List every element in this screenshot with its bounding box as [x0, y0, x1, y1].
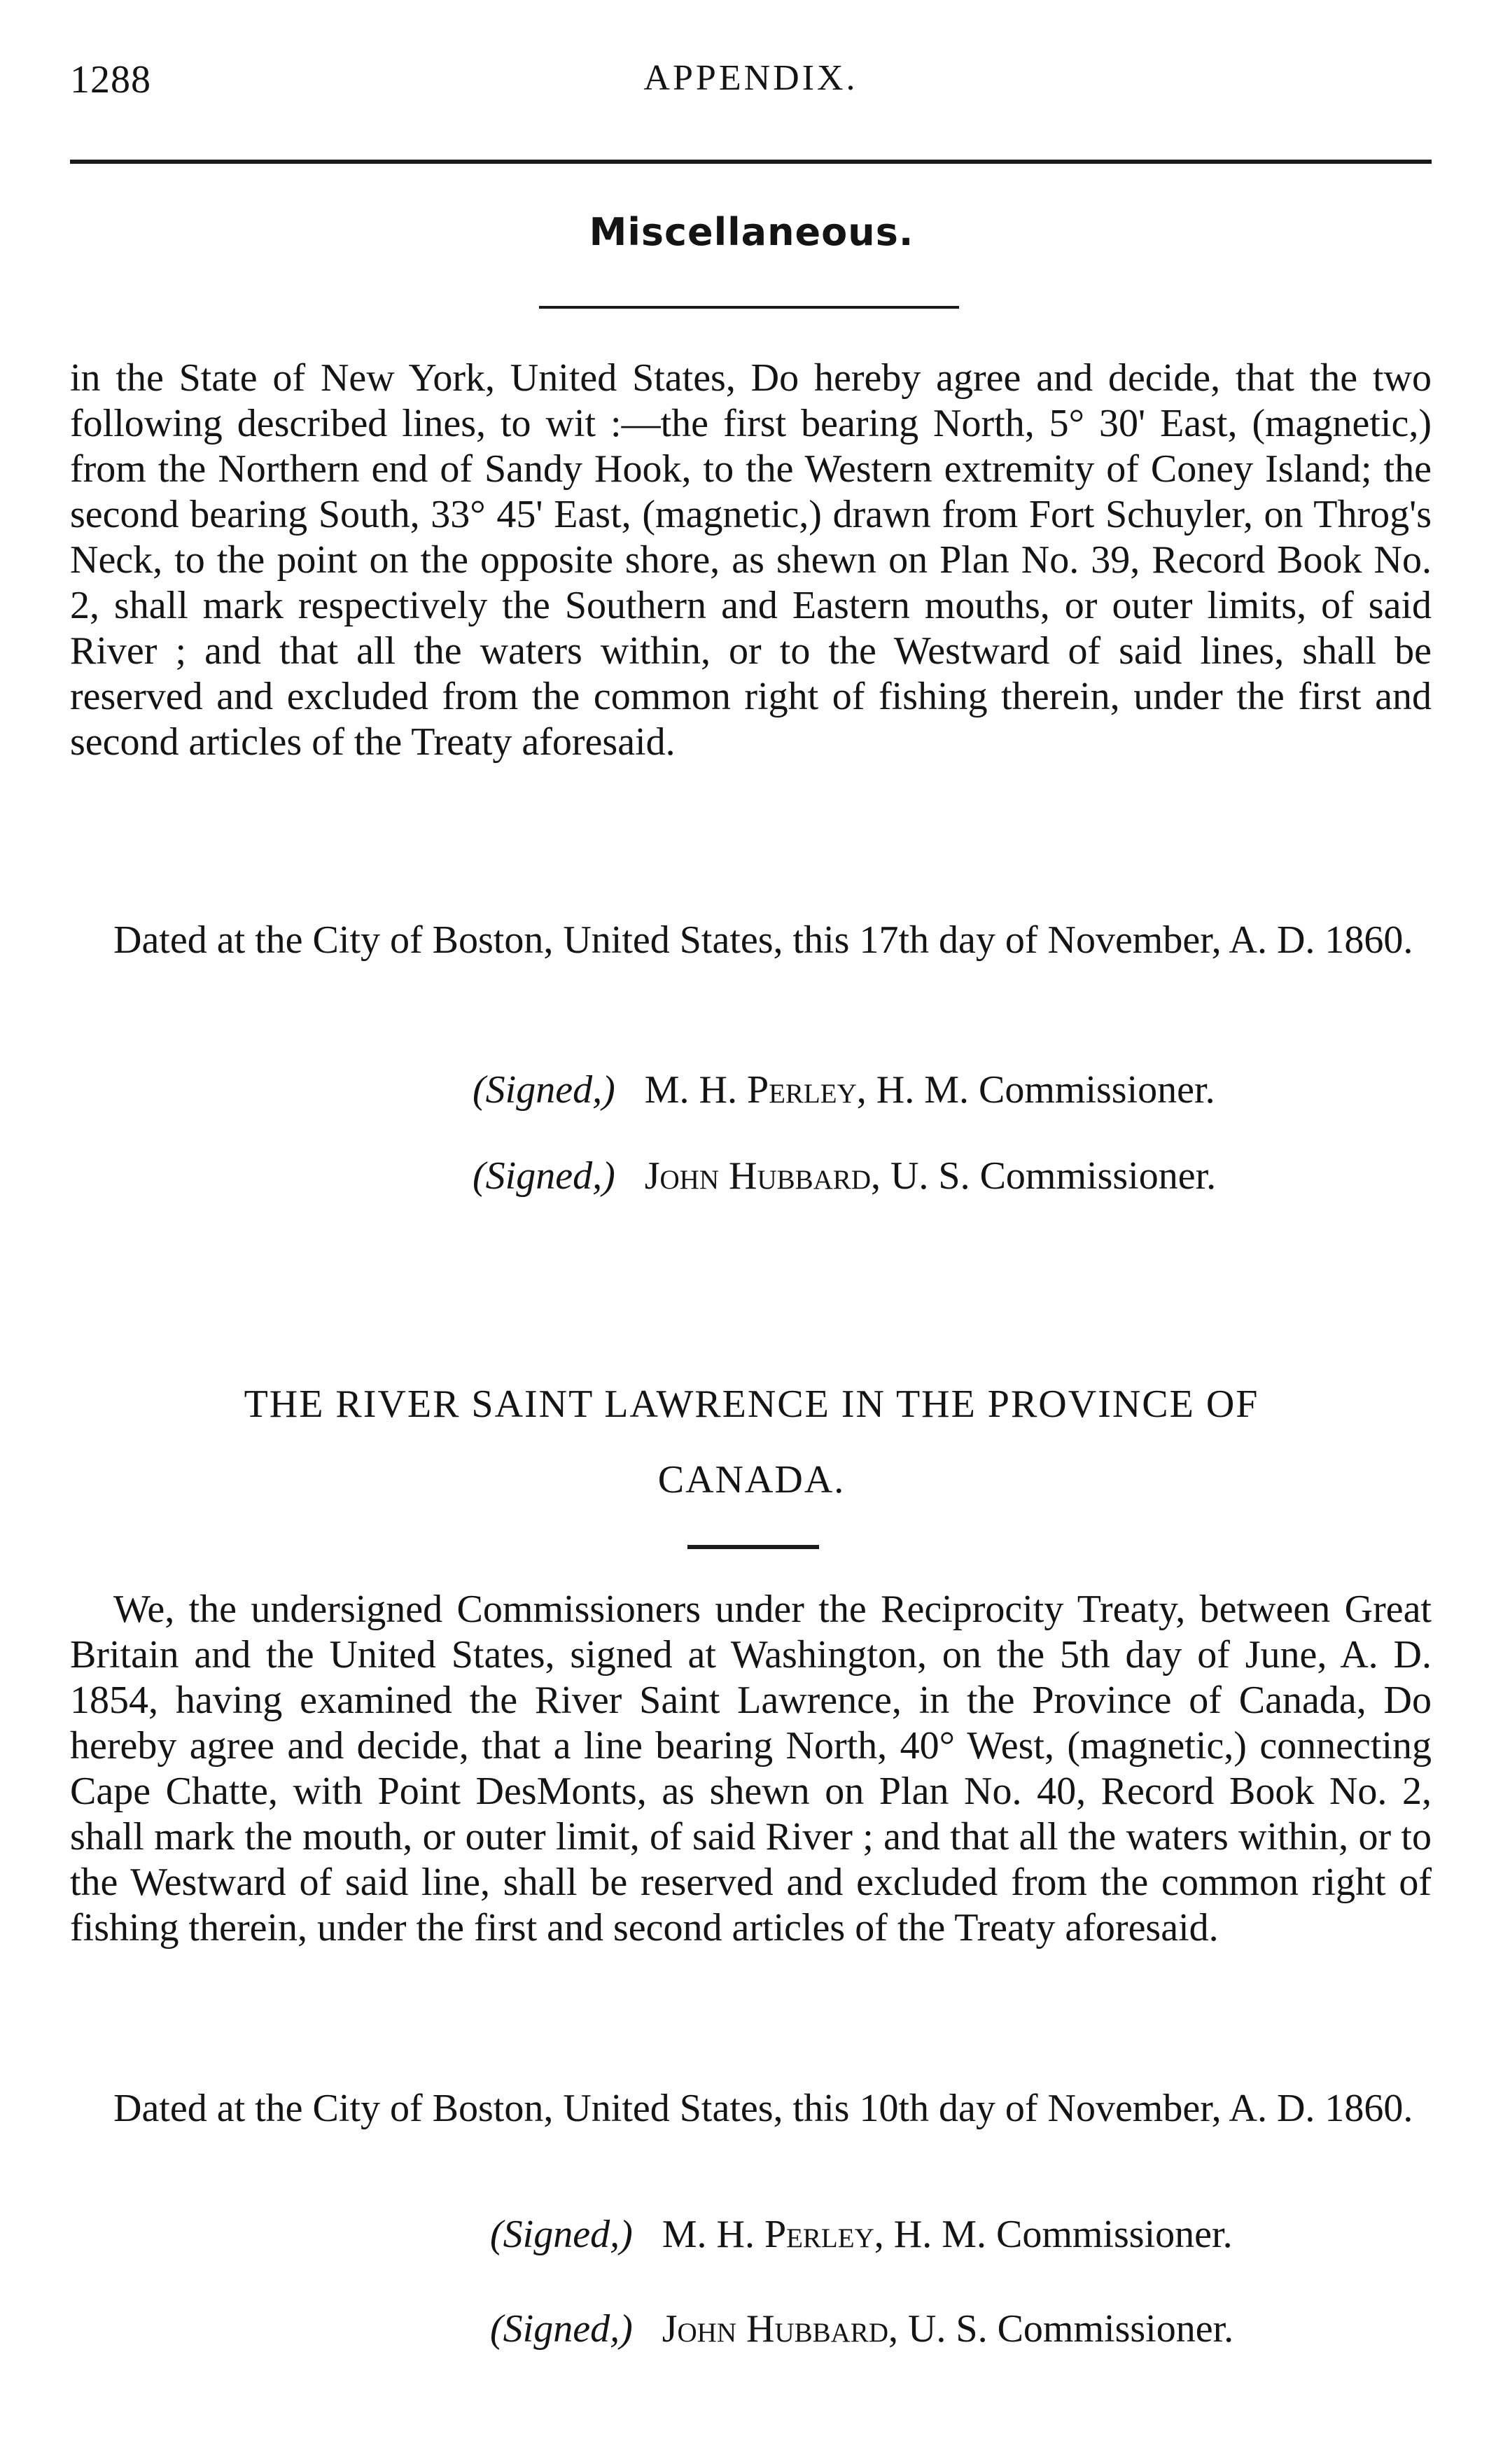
signature-perley-2	[490, 2212, 1233, 2257]
signatory-title: U. S. Commissioner.	[890, 1154, 1217, 1198]
running-head	[70, 57, 1432, 113]
signed-label: (Signed,)	[490, 2307, 633, 2351]
second-paragraph: We, the undersigned Commissioners under the Reciprocity Treaty, between Great Britain and the United States, signed at Washington, on the 5th day of June, A. D. 1854, having examined the River Saint Lawrence, in the Province of Canada, Do hereby agree and decide, that a line bearing North, 40° West, (magnetic,) connecting Cape Chatte, with Point DesMonts, as shewn on Plan No. 40, Record Book No. 2, shall mark the mouth, or outer limit, of said River ; and that all the waters within, or to the Westward of said line, shall be reserved and excluded from the common right of fishing therein, under the first and second articles of the Treaty aforesaid.	[70, 1588, 1432, 1949]
river-heading-line-2: CANADA.	[657, 1458, 846, 1502]
second-dated-line: Dated at the City of Boston, United States, this 10th day of November, A. D. 1860.	[113, 2087, 1413, 2130]
signed-label: (Signed,)	[473, 1068, 615, 1112]
signed-label: (Signed,)	[473, 1154, 615, 1198]
signatory-title: U. S. Commissioner.	[907, 2307, 1234, 2351]
section-title: Miscellaneous.	[589, 210, 914, 254]
signatory-name: John Hubbard,	[644, 1154, 881, 1198]
river-heading-line-1: THE RIVER SAINT LAWRENCE IN THE PROVINCE OF	[244, 1382, 1259, 1426]
first-dated-line: Dated at the City of Boston, United States, this 17th day of November, A. D. 1860.	[113, 918, 1413, 962]
signature-hubbard-2	[490, 2306, 1233, 2351]
signature-perley-1	[473, 1068, 1215, 1112]
signature-hubbard-1	[473, 1154, 1216, 1198]
heading-rule	[687, 1545, 819, 1549]
running-title: APPENDIX.	[643, 58, 858, 98]
river-heading	[112, 1366, 1391, 1518]
signed-label: (Signed,)	[490, 2213, 633, 2256]
signatory-title: H. M. Commissioner.	[893, 2213, 1233, 2256]
signatory-name: M. H. Perley,	[644, 1068, 867, 1112]
signatory-name: John Hubbard,	[662, 2307, 898, 2351]
section-rule	[539, 306, 959, 309]
signatory-name: M. H. Perley,	[662, 2213, 884, 2256]
first-paragraph: in the State of New York, United States, Do hereby agree and decide, that the two following described lines, to wit :—the first bearing North, 5° 30' East, (magnetic,) from the Northern end of Sandy Hook, to the Western extremity of Coney Island; the second bearing South, 33° 45' East, (magnetic,) drawn from Fort Schuyler, on Throg's Neck, to the point on the opposite shore, as shewn on Plan No. 39, Record Book No. 2, shall mark respectively the Southern and Eastern mouths, or outer limits, of said River ; and that all the waters within, or to the Westward of said lines, shall be reserved and excluded from the common right of fishing therein, under the first and second articles of the Treaty aforesaid.	[70, 356, 1432, 764]
header-rule	[70, 160, 1432, 164]
signatory-title: H. M. Commissioner.	[876, 1068, 1215, 1112]
page-number: 1288	[70, 58, 151, 102]
